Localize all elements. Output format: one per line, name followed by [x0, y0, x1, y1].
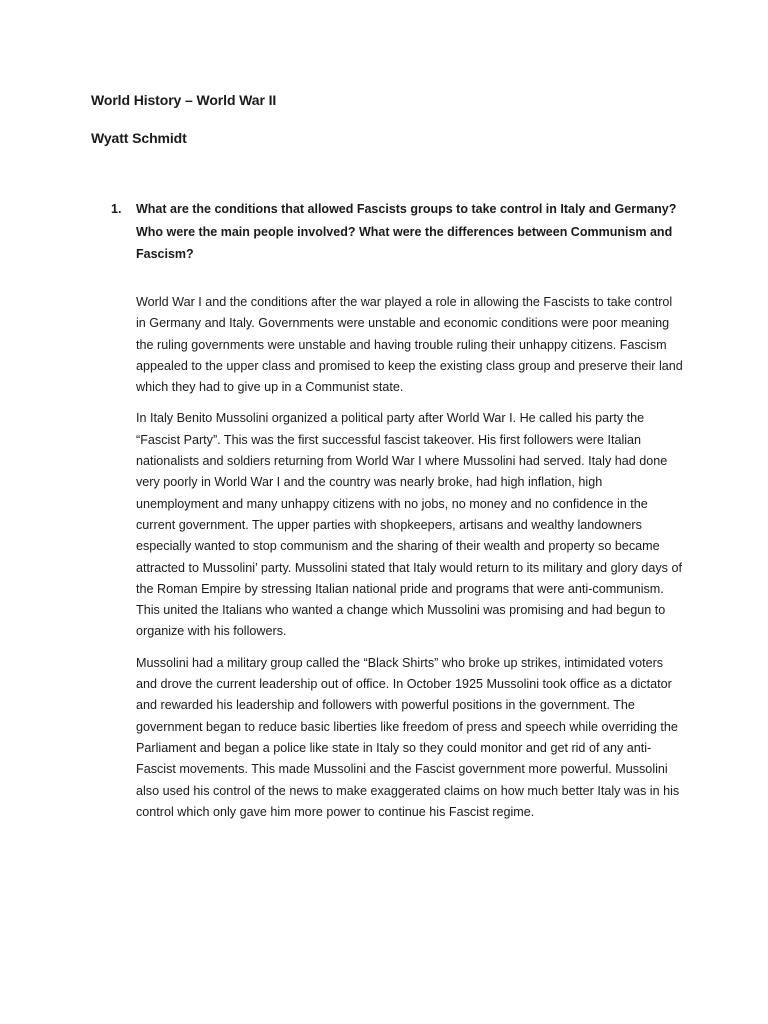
question-text: What are the conditions that allowed Fascists groups to take control in Italy and Germany? Who were the main people involved? What were the differences between Communism and Fascism?	[136, 202, 677, 261]
question-number: 1.	[111, 202, 122, 216]
question-block	[111, 198, 681, 266]
answer-paragraph: In Italy Benito Mussolini organized a political party after World War I. He called his party the “Fascist Party”. This was the first successful fascist takeover. His first followers were Italian nationalists and soldiers returning from World War I where Mussolini had served. Italy had done very poorly in World War I and the country was nearly broke, had high inflation, high unemployment and many unhappy citizens with no jobs, no money and no confidence in the current government. The upper parties with shopkeepers, artisans and wealthy landowners especially wanted to stop communism and the sharing of their wealth and property so became attracted to Mussolini’ party. Mussolini stated that Italy would return to its military and glory days of the Roman Empire by stressing Italian national pride and programs that were anti-communism. This united the Italians who wanted a change which Mussolini was promising and had begun to organize with his followers.	[136, 411, 682, 639]
author-name: Wyatt Schmidt	[91, 130, 187, 146]
answer-body	[136, 292, 684, 833]
answer-paragraph: Mussolini had a military group called the “Black Shirts” who broke up strikes, intimidated voters and drove the current leadership out of office. In October 1925 Mussolini took office as a dictator and rewarded his leadership and followers with powerful positions in the government. The government began to reduce basic liberties like freedom of press and speech while overriding the Parliament and began a police like state in Italy so they could monitor and get rid of any anti-Fascist movements. This made Mussolini and the Fascist government more powerful. Mussolini also used his control of the news to make exaggerated claims on how much better Italy was in his control which only gave him more power to continue his Fascist regime.	[136, 655, 680, 819]
answer-paragraph: World War I and the conditions after the war played a role in allowing the Fascists to take control in Germany and Italy. Governments were unstable and economic conditions were poor meaning the ruling governments were unstable and having trouble ruling their unhappy citizens. Fascism appealed to the upper class and promised to keep the existing class group and preserve their land which they had to give up in a Communist state.	[136, 295, 683, 395]
document-title: World History – World War II	[91, 92, 277, 108]
